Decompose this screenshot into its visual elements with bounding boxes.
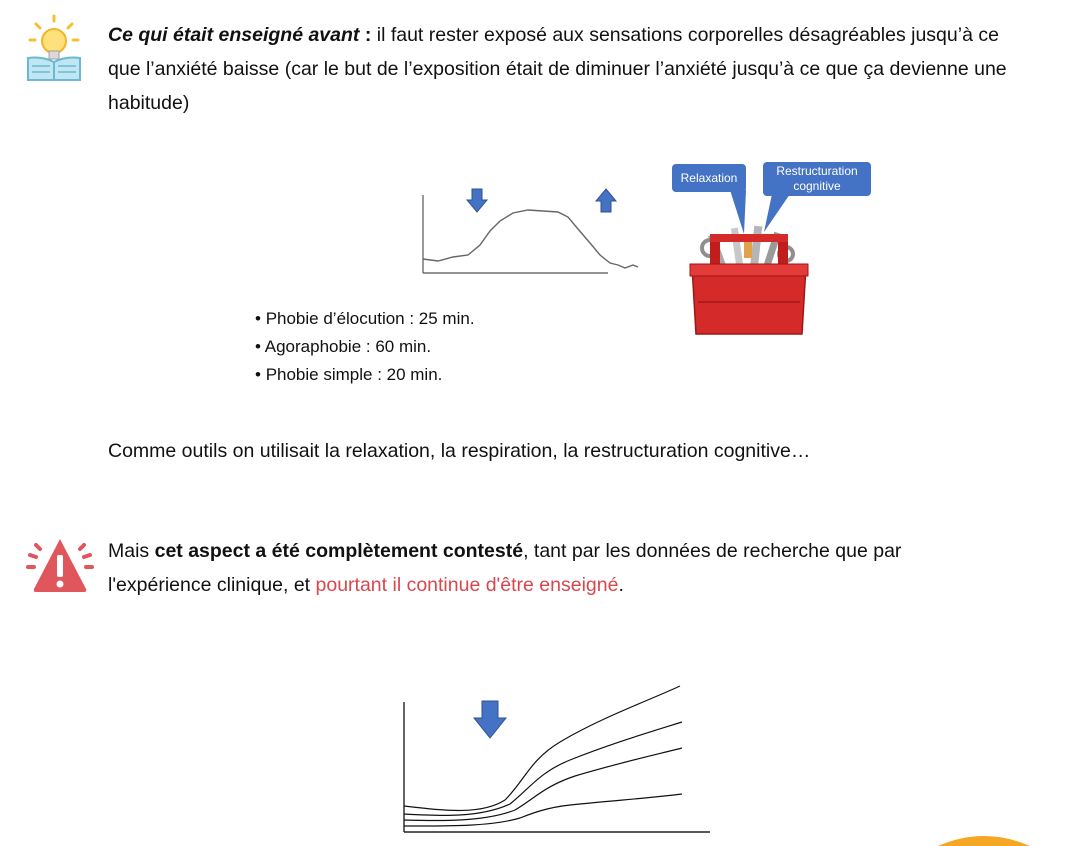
still-taught-text: pourtant il continue d'être enseigné (315, 574, 619, 596)
warning-icon (24, 535, 96, 595)
toolbox-icon (684, 222, 814, 340)
lightbulb-book-icon (22, 14, 86, 84)
arrow-down-icon (472, 700, 508, 740)
arrow-down-icon (466, 188, 488, 214)
list-item: • Agoraphobie : 60 min. (255, 333, 475, 361)
restructuration-bubble: Restructuration cognitive (763, 162, 871, 196)
intro-title: Ce qui était enseigné avant (108, 24, 360, 46)
decorative-orange-circle (934, 830, 1034, 846)
list-item: • Phobie simple : 20 min. (255, 361, 475, 389)
phobia-duration-list (255, 305, 475, 389)
rising-curves-diagram (400, 680, 720, 840)
intro-paragraph (108, 18, 1008, 120)
arrow-up-icon (595, 188, 617, 214)
contested-paragraph: Mais cet aspect a été complètement contesté, tant par les données de recherche que par l'expérience clinique, et pourtant il continue d'être enseigné. (108, 540, 902, 596)
relaxation-bubble: Relaxation (672, 164, 746, 192)
intro-colon: : (359, 24, 372, 46)
contested-bold: cet aspect a été complètement contesté (154, 540, 524, 562)
tools-paragraph: Comme outils on utilisait la relaxation, la respiration, la restructuration cognitive… (108, 440, 811, 462)
intro-text: il faut rester exposé aux sensations corporelles désagréables jusqu’à ce que l’anxiété baisse (car le but de l’exposition était de diminuer l’anxiété jusqu’à ce que ça devienne une habitude) (108, 24, 1007, 114)
list-item: • Phobie d’élocution : 25 min. (255, 305, 475, 333)
